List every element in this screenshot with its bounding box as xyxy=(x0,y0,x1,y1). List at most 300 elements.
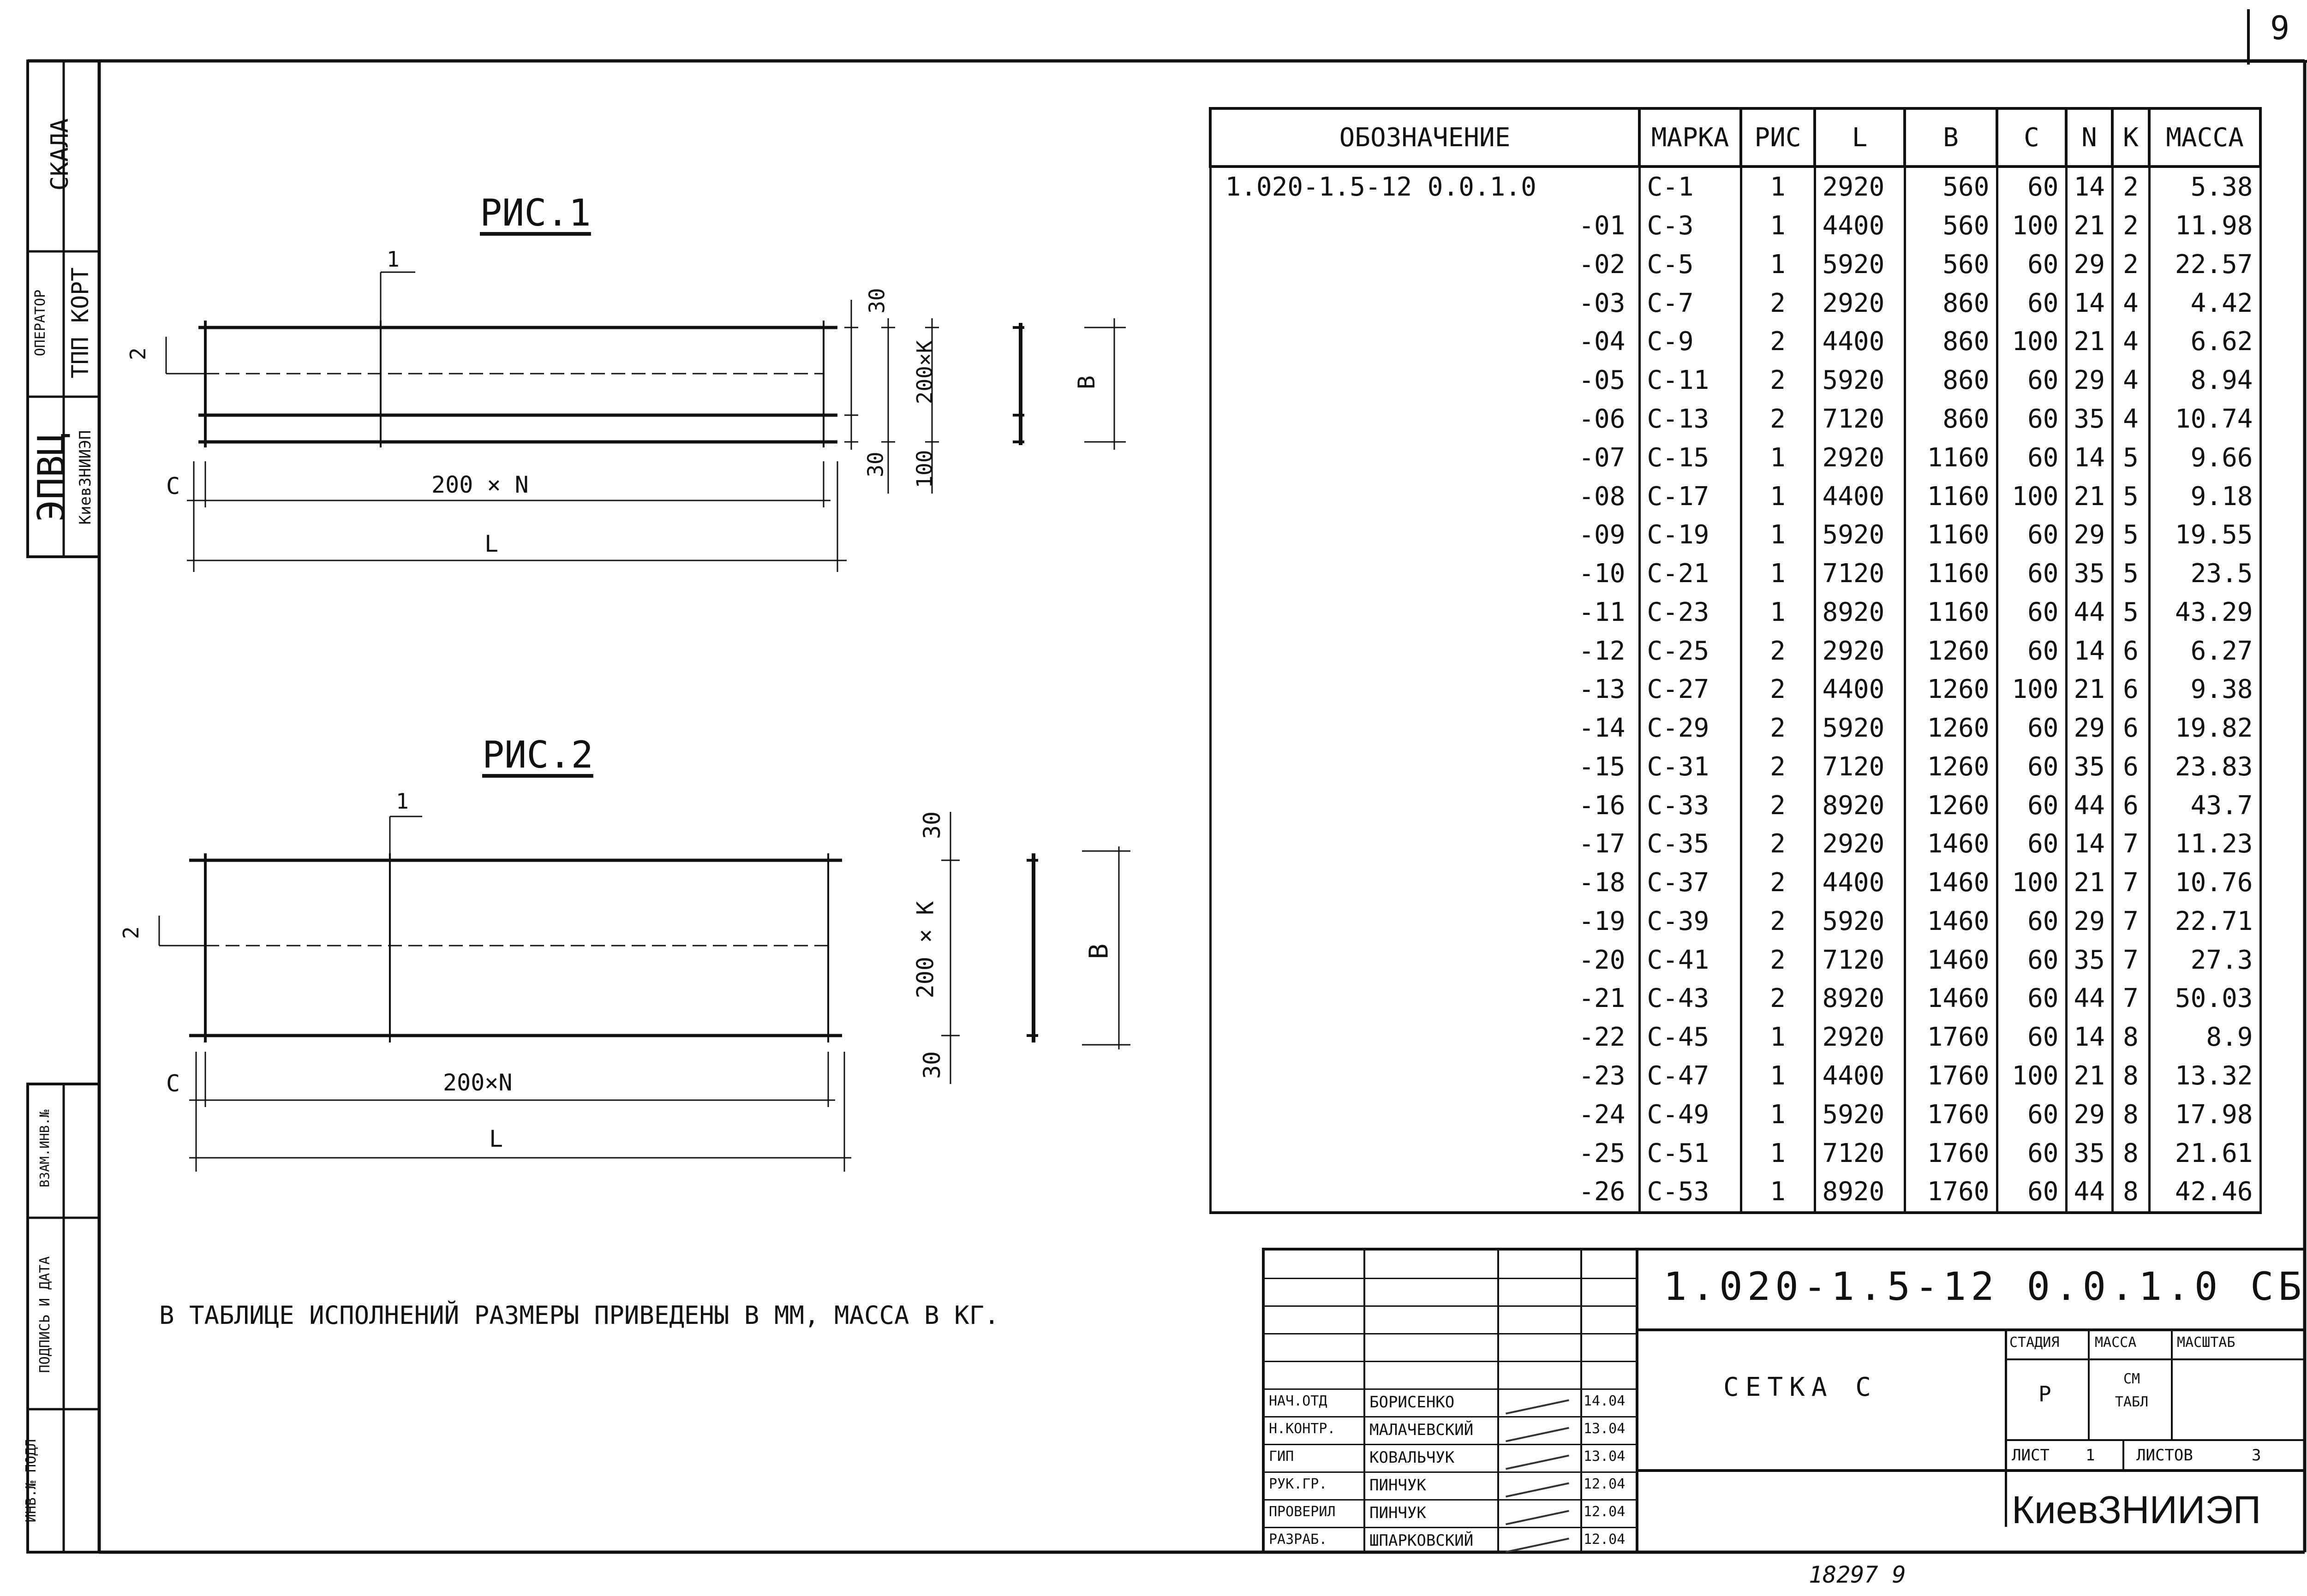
col-c-cell: 100 xyxy=(1997,670,2066,709)
fig1-dim-bot1: 30 xyxy=(863,452,888,477)
col-ris-cell: 2 xyxy=(1741,825,1815,864)
col-massa-cell: 11.98 xyxy=(2149,207,2260,245)
sheet-label: ЛИСТ xyxy=(2012,1446,2050,1465)
col-n-cell: 29 xyxy=(2066,709,2112,748)
col-b-cell: 1160 xyxy=(1905,593,1997,631)
col-n-cell: 21 xyxy=(2066,207,2112,245)
col-massa-cell: 27.3 xyxy=(2149,941,2260,979)
col-marka-cell: С-23 xyxy=(1639,593,1741,631)
col-n-cell: 35 xyxy=(2066,1134,2112,1173)
col-ris-cell: 1 xyxy=(1741,1018,1815,1057)
col-ris-cell: 1 xyxy=(1741,438,1815,477)
col-oboznachenie-cell: -17 xyxy=(1210,825,1639,864)
table-row xyxy=(1210,1057,2260,1096)
col-b-cell: 1760 xyxy=(1905,1173,1997,1213)
table-row xyxy=(1210,167,2260,207)
col-marka-cell: С-29 xyxy=(1639,709,1741,748)
col-ris-cell: 2 xyxy=(1741,786,1815,825)
side-stamp-org: ЭПВЦ xyxy=(30,433,73,522)
col-l-cell: 5920 xyxy=(1815,902,1905,941)
col-c-cell: 60 xyxy=(1997,1134,2066,1173)
table-row xyxy=(1210,593,2260,631)
col-ris-cell: 1 xyxy=(1741,593,1815,631)
sheets-label: ЛИСТОВ xyxy=(2136,1446,2193,1465)
col-massa-cell: 10.76 xyxy=(2149,864,2260,902)
page-number: 9 xyxy=(2270,9,2290,47)
col-b-cell: 560 xyxy=(1905,167,1997,207)
col-k-header: K xyxy=(2112,108,2149,167)
tb-divider xyxy=(2088,1328,2090,1439)
tb-divider xyxy=(1363,1248,1365,1552)
col-k-cell: 2 xyxy=(2112,245,2149,284)
col-massa-cell: 6.62 xyxy=(2149,322,2260,361)
fig2-title: РИС.2 xyxy=(482,733,593,776)
table-row xyxy=(1210,902,2260,941)
col-c-cell: 60 xyxy=(1997,167,2066,207)
col-oboznachenie-cell: -18 xyxy=(1210,864,1639,902)
col-oboznachenie-cell: -07 xyxy=(1210,438,1639,477)
col-ris-cell: 1 xyxy=(1741,1173,1815,1213)
col-marka-cell: С-15 xyxy=(1639,438,1741,477)
col-oboznachenie-cell: -12 xyxy=(1210,631,1639,670)
sheet-value: 1 xyxy=(2086,1446,2095,1465)
signature-date: 12.04 xyxy=(1584,1531,1626,1548)
col-n-cell: 14 xyxy=(2066,631,2112,670)
col-massa-cell: 11.23 xyxy=(2149,825,2260,864)
fig2-dim-bot: 30 xyxy=(919,1051,946,1079)
col-b-cell: 1760 xyxy=(1905,1134,1997,1173)
col-ris-cell: 1 xyxy=(1741,207,1815,245)
col-b-cell: 560 xyxy=(1905,207,1997,245)
col-oboznachenie-cell: -25 xyxy=(1210,1134,1639,1173)
table-row xyxy=(1210,438,2260,477)
col-c-cell: 60 xyxy=(1997,1173,2066,1213)
col-c-cell: 100 xyxy=(1997,1057,2066,1096)
col-k-cell: 6 xyxy=(2112,709,2149,748)
col-l-cell: 4400 xyxy=(1815,670,1905,709)
side-stamp-sign-label: ПОДПИСЬ И ДАТА xyxy=(37,1256,53,1373)
tb-divider xyxy=(1262,1527,1636,1528)
col-massa-cell: 43.29 xyxy=(2149,593,2260,631)
col-b-cell: 860 xyxy=(1905,361,1997,400)
col-b-cell: 1260 xyxy=(1905,670,1997,709)
col-marka-cell: С-13 xyxy=(1639,400,1741,439)
sheets-value: 3 xyxy=(2252,1446,2261,1465)
table-row xyxy=(1210,245,2260,284)
col-l-header: L xyxy=(1815,108,1905,167)
table-row xyxy=(1210,1173,2260,1213)
col-marka-cell: С-45 xyxy=(1639,1018,1741,1057)
col-n-cell: 35 xyxy=(2066,748,2112,786)
col-n-header: N xyxy=(2066,108,2112,167)
col-b-cell: 1260 xyxy=(1905,748,1997,786)
col-c-cell: 60 xyxy=(1997,284,2066,322)
col-l-cell: 5920 xyxy=(1815,245,1905,284)
col-ris-cell: 2 xyxy=(1741,709,1815,748)
col-l-cell: 2920 xyxy=(1815,167,1905,207)
col-oboznachenie-cell: -13 xyxy=(1210,670,1639,709)
col-marka-cell: С-35 xyxy=(1639,825,1741,864)
fig1-dim-top: 30 xyxy=(864,288,890,314)
col-c-header: C xyxy=(1997,108,2066,167)
tb-divider xyxy=(2122,1439,2124,1471)
col-massa-cell: 22.71 xyxy=(2149,902,2260,941)
col-l-cell: 7120 xyxy=(1815,1134,1905,1173)
col-massa-cell: 22.57 xyxy=(2149,245,2260,284)
fig1-dim-c: C xyxy=(166,473,180,500)
col-oboznachenie-header: ОБОЗНАЧЕНИЕ xyxy=(1210,108,1639,167)
fig1-pos1: 1 xyxy=(387,247,400,272)
col-ris-cell: 2 xyxy=(1741,361,1815,400)
col-ris-cell: 1 xyxy=(1741,516,1815,554)
col-massa-cell: 8.9 xyxy=(2149,1018,2260,1057)
doc-code: 1.020-1.5-12 0.0.1.0 СБ xyxy=(1663,1264,2307,1309)
signature-role: ГИП xyxy=(1269,1448,1294,1465)
col-oboznachenie-cell: -10 xyxy=(1210,554,1639,593)
table-row xyxy=(1210,516,2260,554)
col-massa-cell: 9.18 xyxy=(2149,477,2260,516)
col-ris-cell: 2 xyxy=(1741,748,1815,786)
col-n-cell: 21 xyxy=(2066,864,2112,902)
col-k-cell: 4 xyxy=(2112,400,2149,439)
col-k-cell: 5 xyxy=(2112,477,2149,516)
table-row xyxy=(1210,477,2260,516)
col-b-cell: 1160 xyxy=(1905,516,1997,554)
col-b-cell: 1260 xyxy=(1905,709,1997,748)
col-massa-cell: 6.27 xyxy=(2149,631,2260,670)
col-b-cell: 1460 xyxy=(1905,902,1997,941)
signature-name: МАЛАЧЕВСКИЙ xyxy=(1369,1421,1474,1439)
col-l-cell: 5920 xyxy=(1815,709,1905,748)
tb-divider xyxy=(1262,1471,1636,1473)
col-c-cell: 100 xyxy=(1997,477,2066,516)
col-n-cell: 21 xyxy=(2066,477,2112,516)
col-massa-cell: 21.61 xyxy=(2149,1134,2260,1173)
col-b-cell: 1460 xyxy=(1905,825,1997,864)
col-b-cell: 1460 xyxy=(1905,941,1997,979)
tb-divider xyxy=(1262,1305,1636,1307)
table-row xyxy=(1210,670,2260,709)
col-k-cell: 6 xyxy=(2112,786,2149,825)
col-oboznachenie-cell: -04 xyxy=(1210,322,1639,361)
col-k-cell: 4 xyxy=(2112,361,2149,400)
col-massa-cell: 19.82 xyxy=(2149,709,2260,748)
col-b-cell: 560 xyxy=(1905,245,1997,284)
col-n-cell: 14 xyxy=(2066,438,2112,477)
tb-divider xyxy=(1262,1333,1636,1334)
col-l-cell: 5920 xyxy=(1815,516,1905,554)
col-massa-cell: 9.38 xyxy=(2149,670,2260,709)
col-l-cell: 2920 xyxy=(1815,1018,1905,1057)
col-k-cell: 8 xyxy=(2112,1057,2149,1096)
col-k-cell: 4 xyxy=(2112,284,2149,322)
table-row xyxy=(1210,361,2260,400)
col-c-cell: 60 xyxy=(1997,245,2066,284)
col-massa-cell: 50.03 xyxy=(2149,979,2260,1018)
col-ris-cell: 1 xyxy=(1741,477,1815,516)
fig2-drawing xyxy=(0,0,1209,1199)
col-marka-cell: С-3 xyxy=(1639,207,1741,245)
fig1-dim-n: 200 × N xyxy=(431,471,529,498)
table-row xyxy=(1210,1095,2260,1134)
scale-label: МАСШТАБ xyxy=(2177,1334,2235,1351)
table-row xyxy=(1210,979,2260,1018)
fig2-dim-c: C xyxy=(166,1070,180,1097)
table-row xyxy=(1210,786,2260,825)
col-n-cell: 21 xyxy=(2066,322,2112,361)
col-n-cell: 14 xyxy=(2066,284,2112,322)
col-marka-cell: С-1 xyxy=(1639,167,1741,207)
table-row xyxy=(1210,941,2260,979)
col-n-cell: 29 xyxy=(2066,245,2112,284)
col-n-cell: 29 xyxy=(2066,1095,2112,1134)
col-oboznachenie-cell: -01 xyxy=(1210,207,1639,245)
col-n-cell: 35 xyxy=(2066,400,2112,439)
tb-divider xyxy=(2171,1328,2173,1439)
variants-table xyxy=(1209,107,2262,1214)
col-c-cell: 60 xyxy=(1997,361,2066,400)
col-n-cell: 44 xyxy=(2066,1173,2112,1213)
col-marka-cell: С-41 xyxy=(1639,941,1741,979)
col-oboznachenie-cell: -05 xyxy=(1210,361,1639,400)
col-oboznachenie-cell: -15 xyxy=(1210,748,1639,786)
tb-divider xyxy=(1262,1416,1636,1417)
col-marka-cell: С-11 xyxy=(1639,361,1741,400)
signature-name: ПИНЧУК xyxy=(1369,1476,1426,1495)
col-marka-cell: С-19 xyxy=(1639,516,1741,554)
col-n-cell: 14 xyxy=(2066,1018,2112,1057)
col-marka-cell: С-39 xyxy=(1639,902,1741,941)
col-c-cell: 60 xyxy=(1997,631,2066,670)
col-b-cell: 1760 xyxy=(1905,1057,1997,1096)
col-k-cell: 2 xyxy=(2112,167,2149,207)
col-k-cell: 6 xyxy=(2112,631,2149,670)
col-l-cell: 7120 xyxy=(1815,941,1905,979)
col-oboznachenie-cell: 1.020-1.5-12 0.0.1.0 xyxy=(1210,167,1639,207)
mass-value: СМ ТАБЛ xyxy=(2115,1371,2149,1410)
side-stamp-inv2-label: ВЗАМ.ИНВ.№ xyxy=(37,1109,52,1188)
table-row xyxy=(1210,1018,2260,1057)
tb-divider xyxy=(1580,1248,1582,1552)
fig2-dim-l: L xyxy=(489,1126,503,1152)
tb-divider xyxy=(1636,1328,2305,1331)
col-ris-cell: 2 xyxy=(1741,979,1815,1018)
signature-name: ШПАРКОВСКИЙ xyxy=(1369,1531,1474,1550)
col-n-cell: 29 xyxy=(2066,361,2112,400)
col-b-cell: 860 xyxy=(1905,322,1997,361)
fig2-dim-mid: 200 × K xyxy=(912,901,939,999)
col-k-cell: 5 xyxy=(2112,516,2149,554)
col-massa-cell: 4.42 xyxy=(2149,284,2260,322)
col-l-cell: 4400 xyxy=(1815,322,1905,361)
col-n-cell: 35 xyxy=(2066,554,2112,593)
fig2-dim-top: 30 xyxy=(919,811,946,840)
bottom-note: 18297 9 xyxy=(1809,1561,1906,1588)
fig1-pos2: 2 xyxy=(125,347,150,360)
col-marka-cell: С-25 xyxy=(1639,631,1741,670)
col-l-cell: 7120 xyxy=(1815,554,1905,593)
fig2-dim-n: 200×N xyxy=(443,1069,513,1096)
col-l-cell: 8920 xyxy=(1815,786,1905,825)
col-ris-cell: 2 xyxy=(1741,322,1815,361)
side-stamp-inv-label: ИНВ.№ ПОДЛ xyxy=(23,1439,39,1523)
tb-divider xyxy=(1262,1499,1636,1501)
col-c-cell: 60 xyxy=(1997,1018,2066,1057)
col-oboznachenie-cell: -24 xyxy=(1210,1095,1639,1134)
col-massa-cell: 8.94 xyxy=(2149,361,2260,400)
table-row xyxy=(1210,284,2260,322)
tb-divider xyxy=(1262,1361,1636,1362)
col-l-cell: 4400 xyxy=(1815,864,1905,902)
col-b-cell: 1160 xyxy=(1905,554,1997,593)
side-stamp-scan-label: СКАЛА xyxy=(46,118,74,191)
col-l-cell: 8920 xyxy=(1815,593,1905,631)
table-body xyxy=(1210,167,2260,1213)
signature-role: Н.КОНТР. xyxy=(1269,1421,1336,1437)
fig1-dim-bot2: 100 xyxy=(912,450,937,488)
fig1-dim-mid: 200×K xyxy=(912,340,938,405)
col-l-cell: 4400 xyxy=(1815,1057,1905,1096)
col-c-cell: 60 xyxy=(1997,748,2066,786)
col-c-cell: 60 xyxy=(1997,825,2066,864)
col-marka-cell: С-43 xyxy=(1639,979,1741,1018)
col-ris-cell: 1 xyxy=(1741,1095,1815,1134)
col-k-cell: 2 xyxy=(2112,207,2149,245)
col-k-cell: 5 xyxy=(2112,554,2149,593)
org-name: КиевЗНИИЭП xyxy=(2012,1488,2261,1531)
col-k-cell: 7 xyxy=(2112,902,2149,941)
col-ris-cell: 2 xyxy=(1741,400,1815,439)
col-k-cell: 7 xyxy=(2112,825,2149,864)
col-k-cell: 8 xyxy=(2112,1018,2149,1057)
col-oboznachenie-cell: -20 xyxy=(1210,941,1639,979)
col-n-cell: 29 xyxy=(2066,902,2112,941)
col-ris-cell: 2 xyxy=(1741,941,1815,979)
col-c-cell: 60 xyxy=(1997,593,2066,631)
signature-role: НАЧ.ОТД xyxy=(1269,1393,1327,1409)
col-c-cell: 60 xyxy=(1997,516,2066,554)
col-marka-cell: С-31 xyxy=(1639,748,1741,786)
col-b-cell: 1460 xyxy=(1905,864,1997,902)
tb-divider xyxy=(1636,1248,1638,1552)
fig1-dim-l: L xyxy=(484,530,499,557)
col-c-cell: 100 xyxy=(1997,864,2066,902)
col-k-cell: 8 xyxy=(2112,1134,2149,1173)
col-k-cell: 6 xyxy=(2112,670,2149,709)
col-massa-cell: 23.83 xyxy=(2149,748,2260,786)
side-stamp-operator-value: ТПП КОРТ xyxy=(67,267,94,379)
col-marka-cell: С-37 xyxy=(1639,864,1741,902)
col-oboznachenie-cell: -16 xyxy=(1210,786,1639,825)
col-marka-cell: С-49 xyxy=(1639,1095,1741,1134)
signature-date: 13.04 xyxy=(1584,1448,1626,1465)
col-ris-cell: 2 xyxy=(1741,864,1815,902)
col-n-cell: 44 xyxy=(2066,979,2112,1018)
col-oboznachenie-cell: -11 xyxy=(1210,593,1639,631)
col-marka-cell: С-21 xyxy=(1639,554,1741,593)
table-row xyxy=(1210,322,2260,361)
col-b-header: B xyxy=(1905,108,1997,167)
col-c-cell: 60 xyxy=(1997,400,2066,439)
col-l-cell: 7120 xyxy=(1815,748,1905,786)
mass-label: МАССА xyxy=(2095,1334,2137,1351)
col-c-cell: 60 xyxy=(1997,554,2066,593)
signature-date: 12.04 xyxy=(1584,1504,1626,1520)
tb-divider xyxy=(1262,1278,1636,1279)
col-b-cell: 860 xyxy=(1905,284,1997,322)
col-b-cell: 1460 xyxy=(1905,979,1997,1018)
col-ris-cell: 1 xyxy=(1741,554,1815,593)
col-n-cell: 35 xyxy=(2066,941,2112,979)
table-row xyxy=(1210,554,2260,593)
side-stamp-operator-label: ОПЕРАТОР xyxy=(32,289,48,357)
col-n-cell: 14 xyxy=(2066,825,2112,864)
col-c-cell: 60 xyxy=(1997,902,2066,941)
col-b-cell: 1760 xyxy=(1905,1095,1997,1134)
col-massa-cell: 43.7 xyxy=(2149,786,2260,825)
table-row xyxy=(1210,631,2260,670)
col-marka-cell: С-9 xyxy=(1639,322,1741,361)
col-marka-cell: С-33 xyxy=(1639,786,1741,825)
col-b-cell: 1160 xyxy=(1905,438,1997,477)
tb-divider xyxy=(1262,1444,1636,1445)
col-ris-cell: 1 xyxy=(1741,167,1815,207)
col-oboznachenie-cell: -23 xyxy=(1210,1057,1639,1096)
tb-divider xyxy=(1497,1248,1499,1552)
col-c-cell: 60 xyxy=(1997,979,2066,1018)
fig2-dim-b: B xyxy=(1084,943,1114,959)
col-l-cell: 2920 xyxy=(1815,438,1905,477)
col-oboznachenie-cell: -06 xyxy=(1210,400,1639,439)
col-k-cell: 5 xyxy=(2112,438,2149,477)
table-row xyxy=(1210,400,2260,439)
signature-role: ПРОВЕРИЛ xyxy=(1269,1504,1336,1520)
col-ris-cell: 2 xyxy=(1741,670,1815,709)
signature-date: 14.04 xyxy=(1584,1393,1626,1409)
signature-name: ПИНЧУК xyxy=(1369,1504,1426,1522)
col-l-cell: 2920 xyxy=(1815,825,1905,864)
tb-divider xyxy=(2005,1358,2305,1360)
col-massa-cell: 23.5 xyxy=(2149,554,2260,593)
col-marka-cell: С-51 xyxy=(1639,1134,1741,1173)
col-ris-cell: 2 xyxy=(1741,902,1815,941)
col-c-cell: 100 xyxy=(1997,207,2066,245)
signature-name: КОВАЛЬЧУК xyxy=(1369,1448,1455,1467)
col-l-cell: 4400 xyxy=(1815,477,1905,516)
col-l-cell: 2920 xyxy=(1815,631,1905,670)
table-row xyxy=(1210,709,2260,748)
side-stamp-org-sub: КиевЗНИИЭП xyxy=(76,430,95,525)
col-oboznachenie-cell: -09 xyxy=(1210,516,1639,554)
col-l-cell: 2920 xyxy=(1815,284,1905,322)
col-oboznachenie-cell: -21 xyxy=(1210,979,1639,1018)
fig1-dim-b: B xyxy=(1073,375,1100,390)
signature-date: 12.04 xyxy=(1584,1476,1626,1492)
table-header-row xyxy=(1210,108,2260,167)
col-c-cell: 100 xyxy=(1997,322,2066,361)
signature-date: 13.04 xyxy=(1584,1421,1626,1437)
col-marka-header: МАРКА xyxy=(1639,108,1741,167)
col-k-cell: 7 xyxy=(2112,864,2149,902)
col-c-cell: 60 xyxy=(1997,786,2066,825)
signature-name: БОРИСЕНКО xyxy=(1369,1393,1455,1411)
col-ris-cell: 1 xyxy=(1741,1057,1815,1096)
col-marka-cell: С-47 xyxy=(1639,1057,1741,1096)
col-c-cell: 60 xyxy=(1997,709,2066,748)
stage-value: Р xyxy=(2038,1382,2051,1406)
signature-role: РАЗРАБ. xyxy=(1269,1531,1327,1548)
col-oboznachenie-cell: -19 xyxy=(1210,902,1639,941)
